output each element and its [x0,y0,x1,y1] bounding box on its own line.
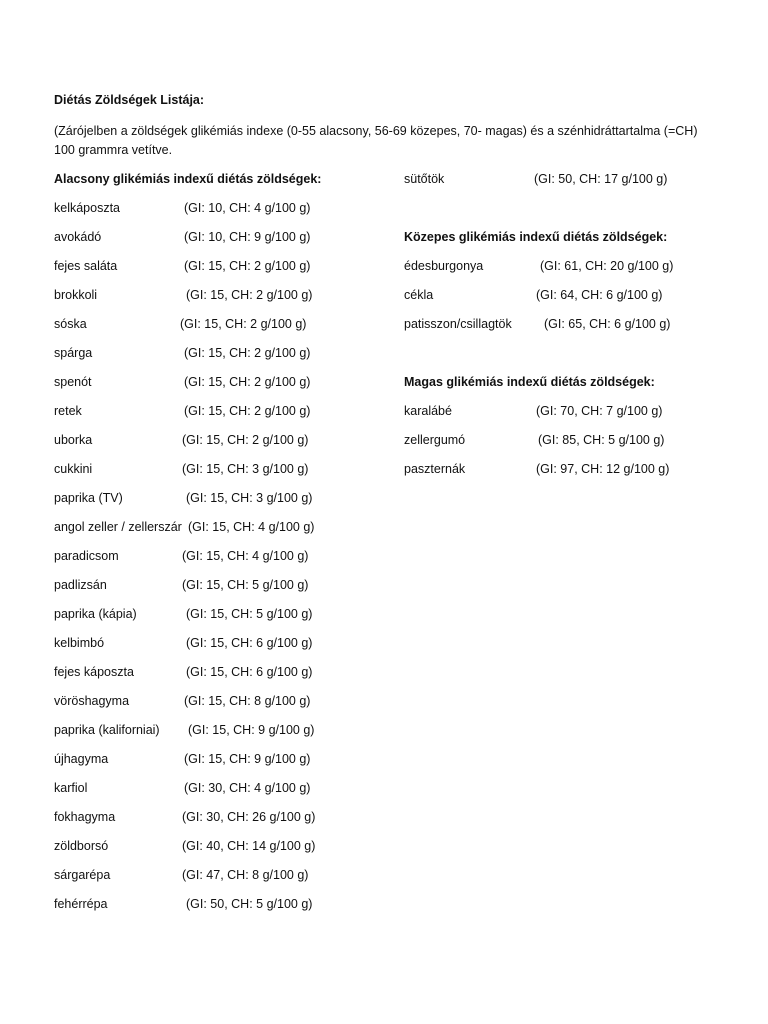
vegetable-values: (GI: 15, CH: 2 g/100 g) [184,375,311,389]
list-item [54,314,394,343]
vegetable-values: (GI: 15, CH: 2 g/100 g) [184,346,311,360]
vegetable-name: újhagyma [54,752,109,766]
list-item [54,575,394,604]
vegetable-name: cékla [404,288,434,302]
medium-gi-list [404,256,744,343]
list-item [404,256,744,285]
vegetable-name: spenót [54,375,92,389]
vegetable-name: uborka [54,433,93,447]
vegetable-values: (GI: 15, CH: 2 g/100 g) [182,433,309,447]
vegetable-name: paprika (kápia) [54,607,137,621]
list-item [54,807,394,836]
list-item [404,459,744,488]
list-item [54,604,394,633]
vegetable-values: (GI: 40, CH: 14 g/100 g) [182,839,316,853]
vegetable-values: (GI: 15, CH: 2 g/100 g) [184,404,311,418]
vegetable-name: fehérrépa [54,897,108,911]
vegetable-values: (GI: 64, CH: 6 g/100 g) [536,288,663,302]
list-item [54,198,394,227]
vegetable-values: (GI: 15, CH: 3 g/100 g) [182,462,309,476]
list-item [54,691,394,720]
vegetable-values: (GI: 30, CH: 4 g/100 g) [184,781,311,795]
vegetable-name: fokhagyma [54,810,116,824]
vegetable-values: (GI: 15, CH: 4 g/100 g) [188,520,315,534]
high-gi-heading: Magas glikémiás indexű diétás zöldségek: [404,375,655,389]
list-item [54,488,394,517]
vegetable-values: (GI: 15, CH: 3 g/100 g) [186,491,313,505]
vegetable-name: paszternák [404,462,466,476]
list-item [54,285,394,314]
vegetable-name: kelbimbó [54,636,105,650]
vegetable-name: paprika (kaliforniai) [54,723,160,737]
vegetable-values: (GI: 97, CH: 12 g/100 g) [536,462,670,476]
vegetable-values: (GI: 15, CH: 6 g/100 g) [186,636,313,650]
medium-gi-heading: Közepes glikémiás indexű diétás zöldségek: [404,230,668,244]
vegetable-values: (GI: 70, CH: 7 g/100 g) [536,404,663,418]
vegetable-name: zellergumó [404,433,466,447]
list-item [54,836,394,865]
list-item [54,227,394,256]
vegetable-values: (GI: 15, CH: 2 g/100 g) [184,259,311,273]
list-item [404,285,744,314]
list-item [54,256,394,285]
list-item [404,401,744,430]
list-item [54,749,394,778]
list-item [54,430,394,459]
vegetable-values: (GI: 47, CH: 8 g/100 g) [182,868,309,882]
list-item [54,343,394,372]
vegetable-name: cukkini [54,462,93,476]
vegetable-values: (GI: 65, CH: 6 g/100 g) [544,317,671,331]
list-item [404,169,744,198]
vegetable-values: (GI: 10, CH: 4 g/100 g) [184,201,311,215]
list-item [54,401,394,430]
list-item [54,662,394,691]
list-item [54,546,394,575]
vegetable-name: sütőtök [404,172,445,186]
vegetable-values: (GI: 15, CH: 6 g/100 g) [186,665,313,679]
intro-paragraph: (Zárójelben a zöldségek glikémiás indexe (0-55 alacsony, 56-69 közepes, 70- magas) és a szénhidráttartalma (=CH) 100 grammra vetítve. [54,124,698,157]
vegetable-values: (GI: 15, CH: 2 g/100 g) [180,317,307,331]
vegetable-name: avokádó [54,230,102,244]
vegetable-values: (GI: 15, CH: 9 g/100 g) [184,752,311,766]
spacer [404,198,744,227]
vegetable-name: sárgarépa [54,868,111,882]
vegetable-values: (GI: 85, CH: 5 g/100 g) [538,433,665,447]
list-item [54,633,394,662]
vegetable-name: vöröshagyma [54,694,130,708]
vegetable-values: (GI: 30, CH: 26 g/100 g) [182,810,316,824]
vegetable-values: (GI: 50, CH: 17 g/100 g) [534,172,668,186]
list-item [404,430,744,459]
document-title: Diétás Zöldségek Listája: [54,93,205,107]
vegetable-name: fejes saláta [54,259,118,273]
vegetable-values: (GI: 10, CH: 9 g/100 g) [184,230,311,244]
vegetable-name: paprika (TV) [54,491,123,505]
vegetable-name: brokkoli [54,288,98,302]
vegetable-name: zöldborsó [54,839,109,853]
vegetable-name: padlizsán [54,578,107,592]
vegetable-values: (GI: 15, CH: 4 g/100 g) [182,549,309,563]
vegetable-name: édesburgonya [404,259,484,273]
vegetable-name: retek [54,404,82,418]
list-item [54,720,394,749]
list-item [54,865,394,894]
vegetable-values: (GI: 15, CH: 5 g/100 g) [182,578,309,592]
vegetable-name: sóska [54,317,87,331]
left-column [54,169,394,923]
vegetable-name: karfiol [54,781,88,795]
vegetable-name: spárga [54,346,93,360]
vegetable-name: fejes káposzta [54,665,134,679]
vegetable-name: angol zeller / zellerszár [54,520,182,534]
right-column [404,169,744,488]
vegetable-name: kelkáposzta [54,201,121,215]
list-item [54,517,394,546]
list-item [404,314,744,343]
vegetable-values: (GI: 50, CH: 5 g/100 g) [186,897,313,911]
list-item [54,894,394,923]
low-gi-heading: Alacsony glikémiás indexű diétás zöldségek: [54,172,322,186]
vegetable-values: (GI: 61, CH: 20 g/100 g) [540,259,674,273]
vegetable-values: (GI: 15, CH: 8 g/100 g) [184,694,311,708]
vegetable-name: karalábé [404,404,452,418]
low-gi-list [54,198,394,923]
spacer [404,343,744,372]
high-gi-list [404,401,744,488]
list-item [54,459,394,488]
vegetable-name: patisszon/csillagtök [404,317,512,331]
vegetable-values: (GI: 15, CH: 5 g/100 g) [186,607,313,621]
list-item [54,372,394,401]
list-item [54,778,394,807]
vegetable-values: (GI: 15, CH: 2 g/100 g) [186,288,313,302]
vegetable-name: paradicsom [54,549,119,563]
vegetable-values: (GI: 15, CH: 9 g/100 g) [188,723,315,737]
